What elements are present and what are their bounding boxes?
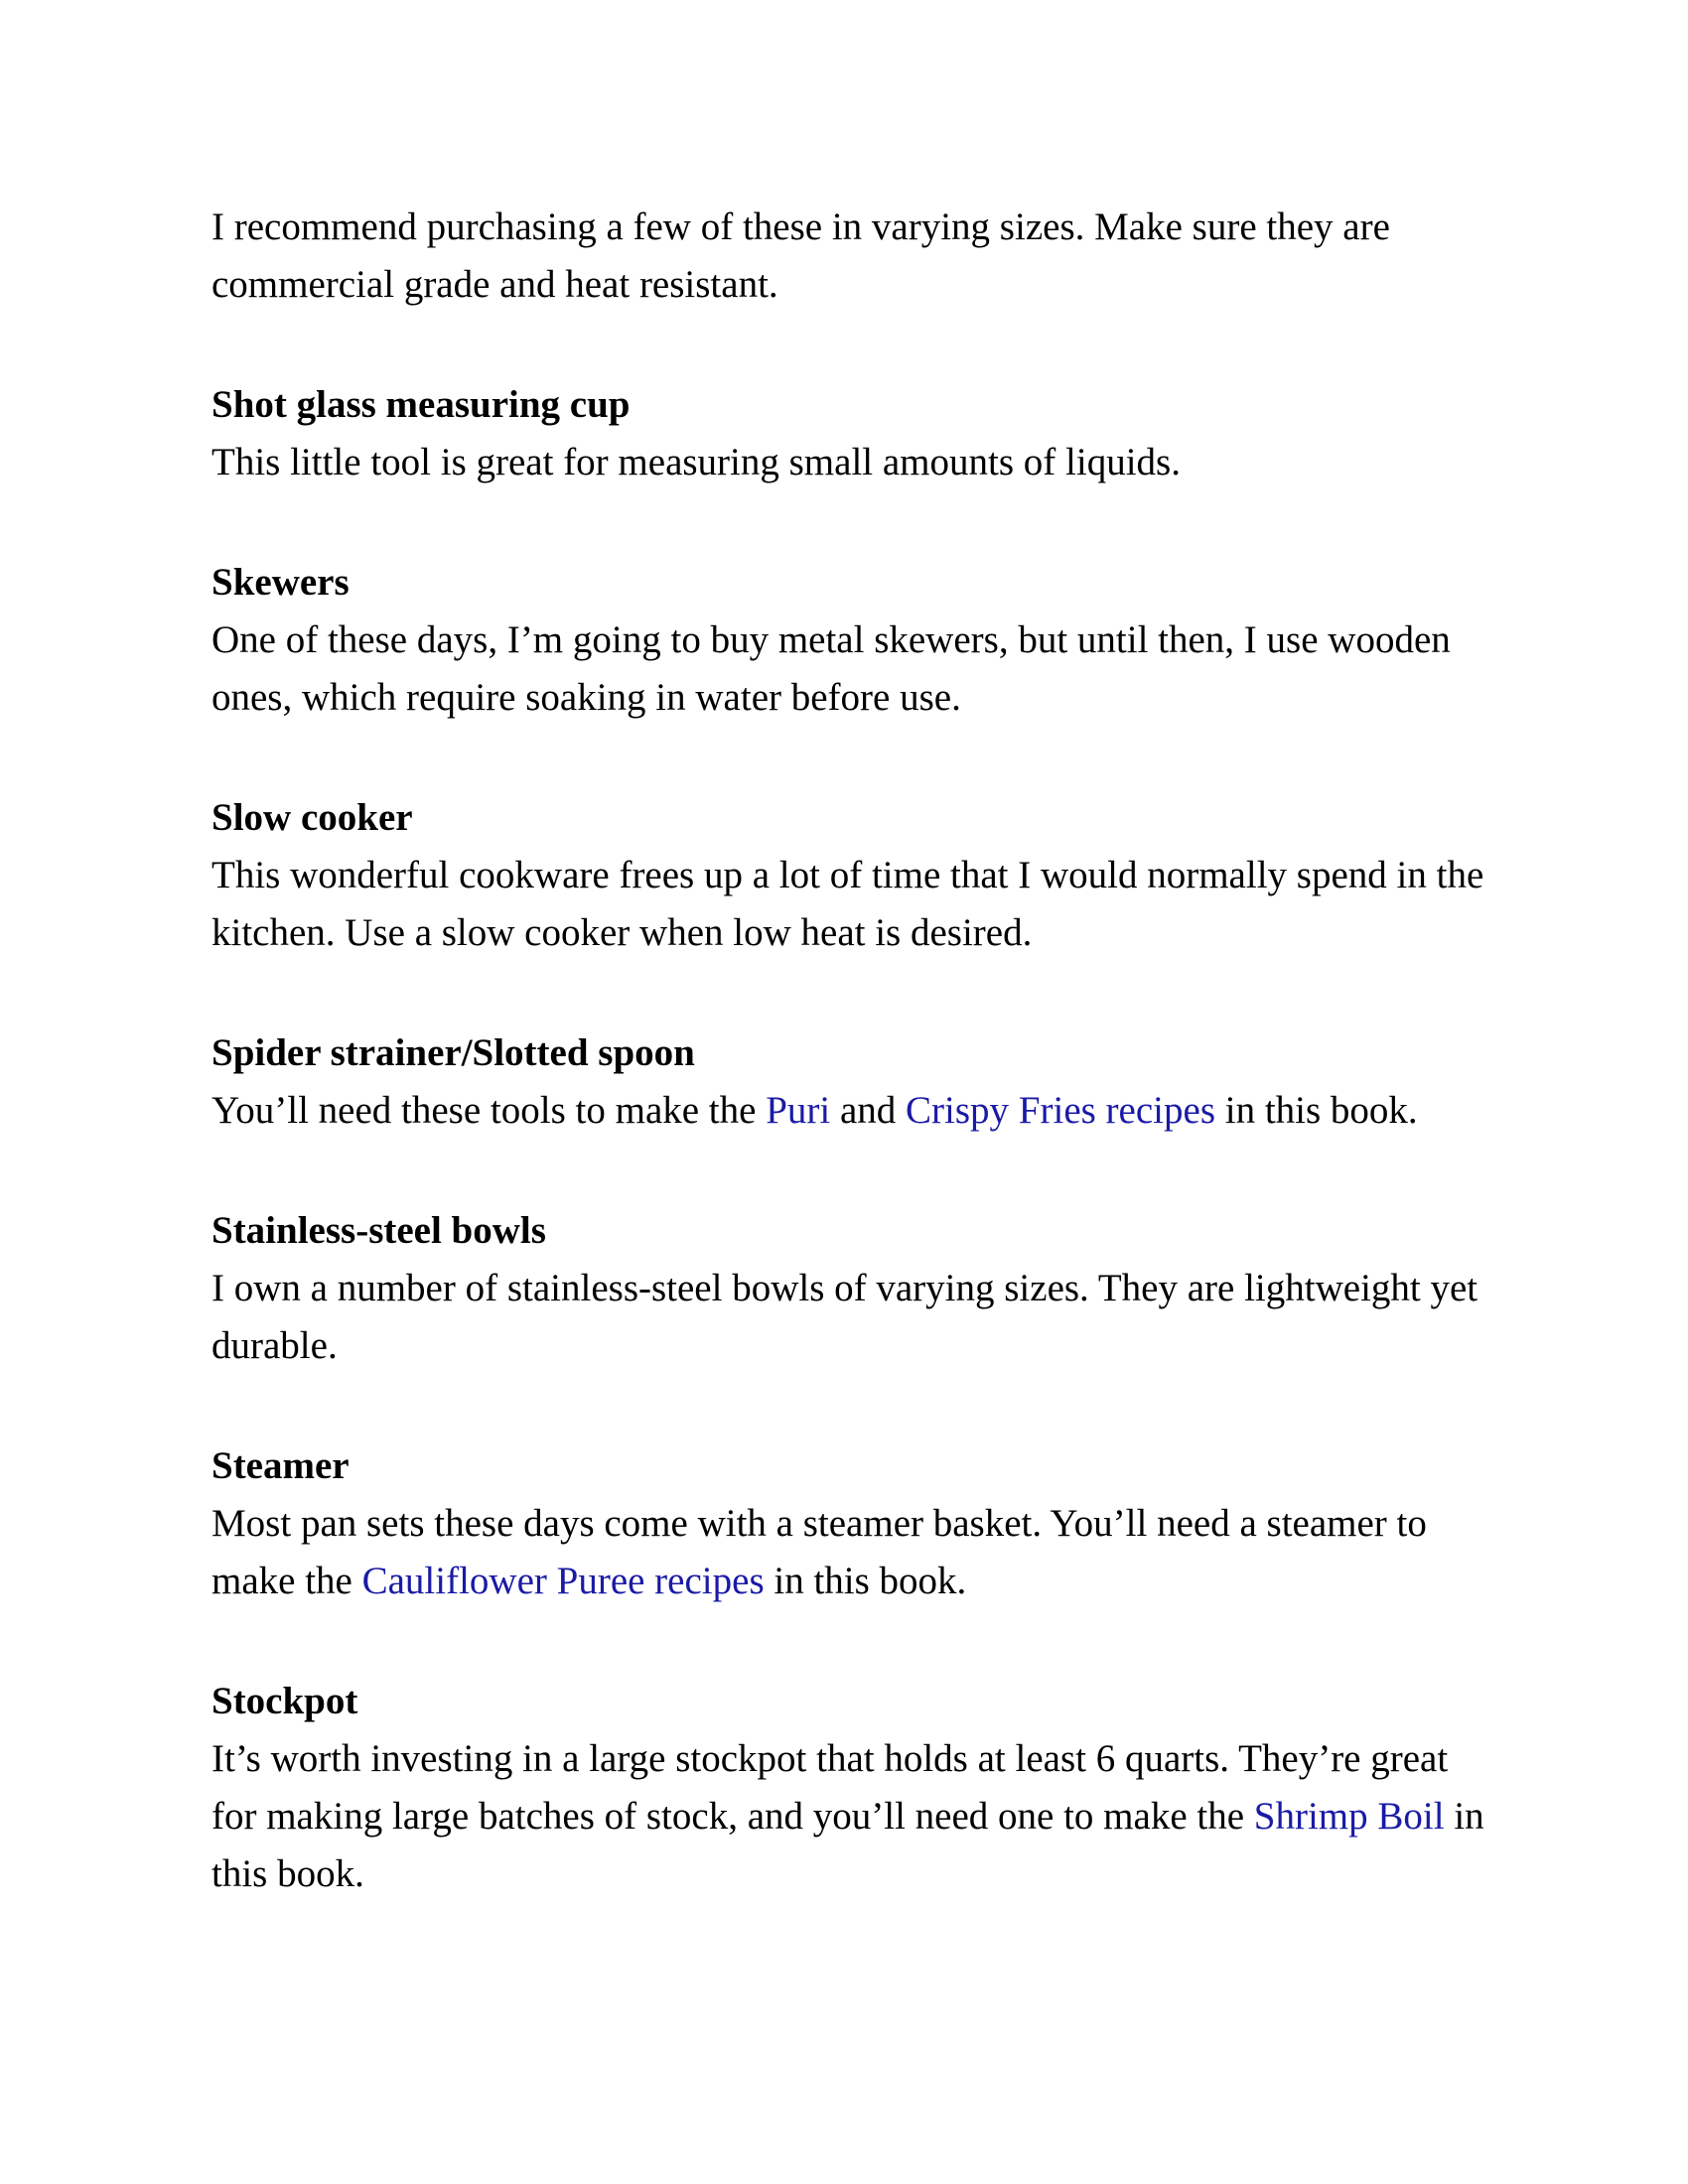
entry-body: [211, 1730, 1492, 1903]
entry-skewers: [211, 554, 1492, 727]
link-crispy-fries-recipes[interactable]: Crispy Fries recipes: [906, 1089, 1215, 1132]
entry-title: Stockpot: [211, 1680, 358, 1722]
intro-paragraph: I recommend purchasing a few of these in varying sizes. Make sure they are commercial grade and heat resistant.: [211, 205, 1390, 306]
entry-body: [211, 1082, 1492, 1140]
entry-spider-strainer: [211, 1024, 1492, 1140]
entry-title: Spider strainer/Slotted spoon: [211, 1031, 695, 1074]
body-text: in this book.: [1215, 1089, 1418, 1132]
entry-title: Stainless-steel bowls: [211, 1209, 546, 1252]
entry-title: Steamer: [211, 1444, 350, 1487]
entry-body: This wonderful cookware frees up a lot of time that I would normally spend in the kitchen. Use a slow cooker when low heat is desired.: [211, 854, 1484, 954]
entry-body: [211, 1495, 1492, 1610]
entry-steamer: [211, 1437, 1492, 1610]
body-text: in this book.: [211, 1795, 1484, 1895]
body-text: Most pan sets these days come with a steamer basket. You’ll need a steamer to make the: [211, 1502, 1427, 1602]
entry-body: This little tool is great for measuring small amounts of liquids.: [211, 441, 1181, 483]
entry-title: Slow cooker: [211, 796, 413, 839]
entry-title: Shot glass measuring cup: [211, 383, 631, 426]
link-cauliflower-puree-recipes[interactable]: Cauliflower Puree recipes: [361, 1560, 765, 1602]
entry-shot-glass: [211, 376, 1492, 491]
body-text: in this book.: [764, 1560, 967, 1602]
entry-stainless-steel-bowls: [211, 1202, 1492, 1375]
body-text: and: [830, 1089, 907, 1132]
entry-body: One of these days, I’m going to buy metal skewers, but until then, I use wooden ones, which require soaking in water before use.: [211, 618, 1451, 719]
body-text: You’ll need these tools to make the: [211, 1089, 767, 1132]
entry-stockpot: [211, 1673, 1492, 1903]
link-shrimp-boil[interactable]: Shrimp Boil: [1253, 1795, 1445, 1838]
entry-body: I own a number of stainless-steel bowls of varying sizes. They are lightweight yet durable.: [211, 1267, 1478, 1367]
body-text: It’s worth investing in a large stockpot that holds at least 6 quarts. They’re great for making large batches of stock, and you’ll need one to make the: [211, 1737, 1449, 1838]
document-page: [211, 199, 1492, 1903]
entry-slow-cooker: [211, 789, 1492, 962]
link-puri[interactable]: Puri: [766, 1089, 831, 1132]
entry-title: Skewers: [211, 561, 350, 604]
